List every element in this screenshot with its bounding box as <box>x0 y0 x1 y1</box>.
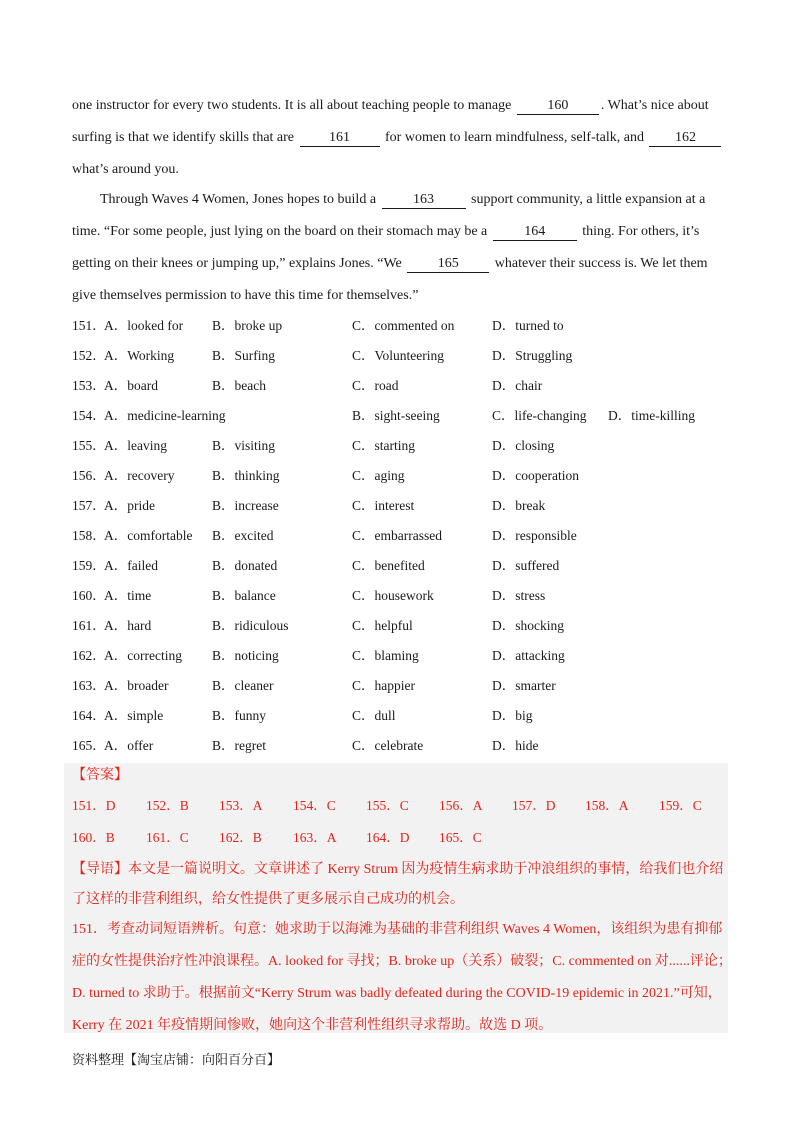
answer-item: 158．A <box>585 798 629 813</box>
passage-line <box>72 96 730 116</box>
option-c: C．starting <box>352 438 415 453</box>
question-row <box>72 406 732 426</box>
option-b: B．regret <box>212 738 266 753</box>
option-a: A．board <box>104 378 158 393</box>
option-d: D．responsible <box>492 528 577 543</box>
answer-item: 161．C <box>146 830 189 845</box>
passage-line <box>72 128 730 148</box>
question-row <box>72 526 732 546</box>
question-row <box>72 466 732 486</box>
option-d: D．cooperation <box>492 468 579 483</box>
answer-item: 154．C <box>293 798 336 813</box>
question-row <box>72 346 732 366</box>
option-d: D．stress <box>492 588 546 603</box>
answer-item: 165．C <box>439 830 482 845</box>
option-b: B．excited <box>212 528 274 543</box>
answer-item: 152．B <box>146 798 189 813</box>
option-a: A．comfortable <box>104 528 193 543</box>
answer-item: 156．A <box>439 798 483 813</box>
question-row <box>72 586 732 606</box>
option-a: A．correcting <box>104 648 182 663</box>
option-a: A．broader <box>104 678 169 693</box>
option-a: A．Working <box>104 348 175 363</box>
option-b: B．broke up <box>212 318 283 333</box>
option-d: D．turned to <box>492 318 564 333</box>
option-b: B．Surfing <box>212 348 276 363</box>
option-c: C．blaming <box>352 648 419 663</box>
question-number: 163． <box>72 678 106 693</box>
passage-text: whatever their success is. We let them <box>494 256 708 271</box>
question-number: 154． <box>72 408 106 423</box>
passage-text: thing. For others, it’s <box>582 224 700 239</box>
option-d: D．attacking <box>492 648 565 663</box>
option-d: D．time-killing <box>608 408 695 423</box>
option-b: B．sight-seeing <box>352 408 440 423</box>
passage-line <box>72 160 730 180</box>
option-b: B．donated <box>212 558 278 573</box>
question-row <box>72 436 732 456</box>
question-number: 164． <box>72 708 106 723</box>
question-number: 153． <box>72 378 106 393</box>
option-a: A．hard <box>104 618 152 633</box>
answer-item: 157．D <box>512 798 556 813</box>
passage-text: surfing is that we identify skills that are <box>72 130 295 145</box>
option-b: B．cleaner <box>212 678 274 693</box>
answer-item: 160．B <box>72 830 115 845</box>
answer-item: 153．A <box>219 798 263 813</box>
question-row <box>72 676 732 696</box>
question-number: 152． <box>72 348 106 363</box>
answer-item: 164．D <box>366 830 410 845</box>
option-d: D．big <box>492 708 533 723</box>
option-b: B．ridiculous <box>212 618 289 633</box>
explanation-line: 151．考查动词短语辨析。句意：她求助于以海滩为基础的非营利组织 Waves 4 Women，该组织为患有抑郁 <box>72 922 723 937</box>
question-row <box>72 706 732 726</box>
option-c: C．helpful <box>352 618 413 633</box>
option-c: C．aging <box>352 468 405 483</box>
passage-text: Through Waves 4 Women, Jones hopes to build a <box>100 192 377 207</box>
question-number: 151． <box>72 318 106 333</box>
question-number: 165． <box>72 738 106 753</box>
question-number: 161． <box>72 618 106 633</box>
question-row <box>72 556 732 576</box>
passage-text: for women to learn mindfulness, self-talk, and <box>385 130 644 145</box>
passage-line <box>100 190 730 210</box>
option-a: A．medicine-learning <box>104 408 226 423</box>
footer-note: 资料整理【淘宝店铺：向阳百分百】 <box>72 1052 281 1067</box>
question-number: 162． <box>72 648 106 663</box>
answer-item: 155．C <box>366 798 409 813</box>
explanation-line: 了这样的非营利组织，给女性提供了更多展示自己成功的机会。 <box>72 892 464 907</box>
option-c: C．celebrate <box>352 738 424 753</box>
option-c: C．life-changing <box>492 408 587 423</box>
question-number: 159． <box>72 558 106 573</box>
question-number: 156． <box>72 468 106 483</box>
option-a: A．looked for <box>104 318 184 333</box>
explanation-line: Kerry 在 2021 年疫情期间惨败，她向这个非营利性组织寻求帮助。故选 D 项。 <box>72 1018 553 1033</box>
option-a: A．simple <box>104 708 164 723</box>
blank-162: 162 <box>649 130 721 147</box>
option-d: D．closing <box>492 438 555 453</box>
option-b: B．funny <box>212 708 266 723</box>
option-c: C．housework <box>352 588 434 603</box>
passage-text: give themselves permission to have this time for themselves.” <box>72 288 419 303</box>
passage-text: getting on their knees or jumping up,” explains Jones. “We <box>72 256 402 271</box>
option-d: D．suffered <box>492 558 560 573</box>
passage-line <box>72 222 730 242</box>
option-d: D．shocking <box>492 618 564 633</box>
passage-text: what’s around you. <box>72 162 179 177</box>
question-number: 158． <box>72 528 106 543</box>
blank-160: 160 <box>517 98 599 115</box>
option-c: C．happier <box>352 678 415 693</box>
passage-text: one instructor for every two students. It is all about teaching people to manage <box>72 98 512 113</box>
option-a: A．recovery <box>104 468 175 483</box>
question-number: 160． <box>72 588 106 603</box>
option-c: C．benefited <box>352 558 425 573</box>
option-b: B．visiting <box>212 438 276 453</box>
question-row <box>72 376 732 396</box>
answer-item: 151．D <box>72 798 116 813</box>
option-d: D．smarter <box>492 678 556 693</box>
passage-text: support community, a little expansion at a <box>471 192 706 207</box>
explanation-line: D. turned to 求助于。根据前文“Kerry Strum was badly defeated during the COVID-19 epidemic in 2021.”可知， <box>72 986 722 1001</box>
option-a: A．failed <box>104 558 158 573</box>
option-c: C．interest <box>352 498 415 513</box>
question-row <box>72 616 732 636</box>
explanation-line: 【导语】本文是一篇说明文。文章讲述了 Kerry Strum 因为疫情生病求助于冲浪组织的事情，给我们也介绍 <box>72 862 724 877</box>
passage-text: time. “For some people, just lying on the board on their stomach may be a <box>72 224 488 239</box>
passage-line <box>72 254 730 274</box>
blank-163: 163 <box>382 192 466 209</box>
option-a: A．offer <box>104 738 154 753</box>
answer-item: 159．C <box>659 798 702 813</box>
option-d: D．break <box>492 498 546 513</box>
explanation-line: 症的女性提供治疗性冲浪课程。A. looked for 寻找；B. broke up（关系）破裂；C. commented on 对......评论； <box>72 954 732 969</box>
option-b: B．noticing <box>212 648 279 663</box>
question-row <box>72 496 732 516</box>
option-a: A．time <box>104 588 152 603</box>
option-c: C．dull <box>352 708 396 723</box>
option-a: A．leaving <box>104 438 167 453</box>
option-a: A．pride <box>104 498 155 513</box>
question-number: 155． <box>72 438 106 453</box>
option-d: D．hide <box>492 738 539 753</box>
question-number: 157． <box>72 498 106 513</box>
option-c: C．Volunteering <box>352 348 444 363</box>
question-row <box>72 646 732 666</box>
answer-item: 163．A <box>293 830 337 845</box>
blank-161: 161 <box>300 130 380 147</box>
question-row <box>72 316 732 336</box>
option-c: C．road <box>352 378 399 393</box>
blank-165: 165 <box>407 256 489 273</box>
option-b: B．thinking <box>212 468 280 483</box>
option-d: D．Struggling <box>492 348 573 363</box>
option-b: B．beach <box>212 378 266 393</box>
blank-164: 164 <box>493 224 577 241</box>
passage-line <box>72 286 730 306</box>
answer-heading: 【答案】 <box>72 768 128 783</box>
option-b: B．increase <box>212 498 279 513</box>
answer-item: 162．B <box>219 830 262 845</box>
option-c: C．commented on <box>352 318 455 333</box>
option-d: D．chair <box>492 378 543 393</box>
question-row <box>72 736 732 756</box>
option-c: C．embarrassed <box>352 528 442 543</box>
passage-text: . What’s nice about <box>600 98 709 113</box>
option-b: B．balance <box>212 588 276 603</box>
